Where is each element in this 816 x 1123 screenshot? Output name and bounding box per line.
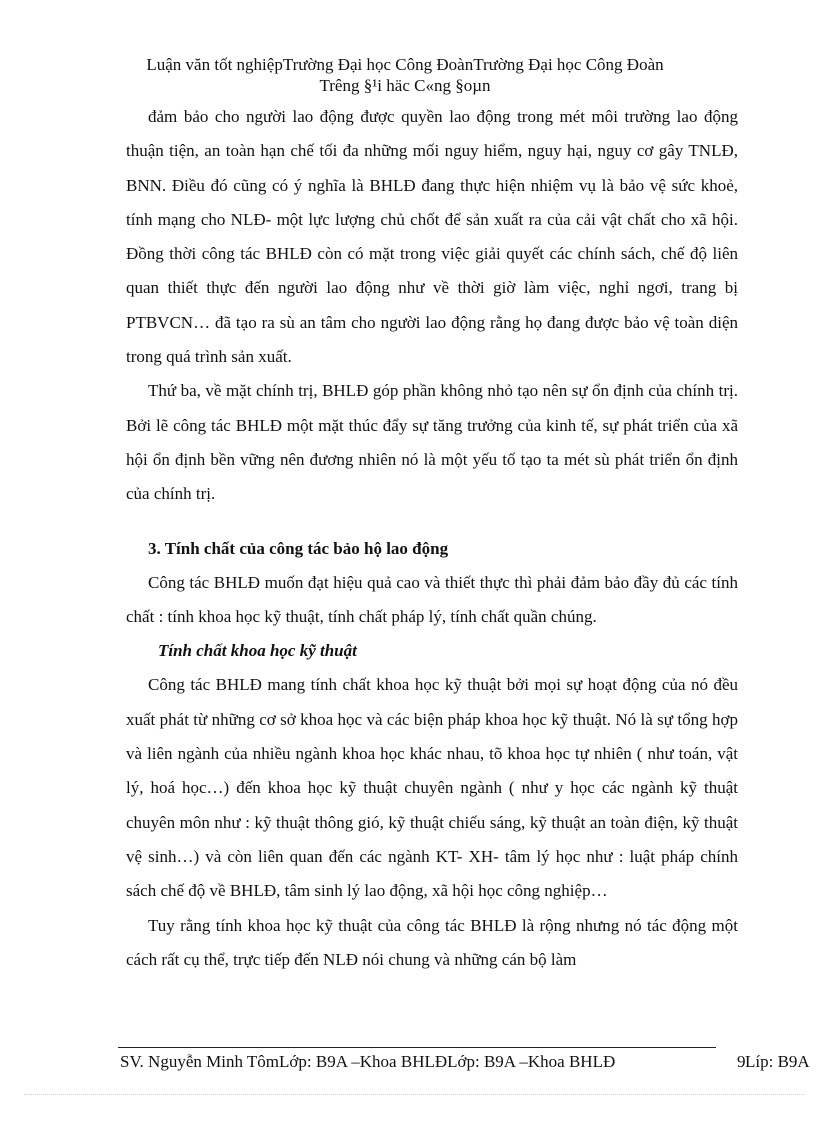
section-heading: 3. Tính chất của công tác bảo hộ lao động xyxy=(148,538,449,558)
page-header xyxy=(100,54,710,96)
footer-right: Líp: B9A xyxy=(745,1052,810,1071)
paragraph: đảm bảo cho người lao động được quyền lao động trong mét môi trường lao động thuận tiện, an toàn hạn chế tối đa những mối nguy hiểm, nguy hại, nguy cơ gây TNLĐ, BNN. Điều đó cũng có ý nghĩa là BHLĐ đang thực hiện nhiệm vụ là bảo vệ sức khoẻ, tính mạng cho NLĐ- một lực lượng chủ chốt để sản xuất ra của cải vật chất cho xã hội. Đồng thời công tác BHLĐ còn có mặt trong việc giải quyết các chính sách, chế độ liên quan thiết thực đến người lao động như về thời giờ làm việc, nghỉ ngơi, trang bị PTBVCN… đã tạo ra sù an tâm cho người lao động rằng họ đang được bảo vệ toàn diện trong quá trình sản xuất. xyxy=(126,107,738,367)
header-line-1: Luận văn tốt nghiệpTrường Đại học Công ĐoànTrường Đại học Công Đoàn xyxy=(146,55,664,74)
subheading: Tính chất khoa học kỹ thuật xyxy=(158,641,357,661)
header-line-2: Trêng §¹i häc C«ng §oµn xyxy=(319,76,491,95)
document-body xyxy=(126,100,738,977)
paragraph: Công tác BHLĐ muốn đạt hiệu quả cao và thiết thực thì phải đảm bảo đầy đủ các tính chất : tính khoa học kỹ thuật, tính chất pháp lý, tính chất quần chúng. xyxy=(126,572,738,627)
paragraph: Công tác BHLĐ mang tính chất khoa học kỹ thuật bởi mọi sự hoạt động của nó đều xuất phát từ những cơ sở khoa học và các biện pháp khoa học kỹ thuật. Nó là sự tổng hợp và liên ngành của nhiều ngành khoa học khác nhau, tõ khoa học tự nhiên ( như toán, vật lý, hoá học…) đến khoa học kỹ thuật chuyên ngành ( như y học các ngành kỹ thuật chuyên môn như : kỹ thuật thông gió, kỹ thuật chiếu sáng, kỹ thuật an toàn điện, kỹ thuật vệ sinh…) và còn liên quan đến các ngành KT- XH- tâm lý học như : luật pháp chính sách chế độ về BHLĐ, tâm sinh lý lao động, xã hội học công nghiệp… xyxy=(126,675,738,901)
paragraph: Tuy rằng tính khoa học kỹ thuật của công tác BHLĐ là rộng nhưng nó tác động một cách rất cụ thể, trực tiếp đến NLĐ nói chung và những cán bộ làm xyxy=(126,915,738,969)
footer-left: SV. Nguyễn Minh TômLớp: B9A –Khoa BHLĐLớp: B9A –Khoa BHLĐ xyxy=(120,1052,616,1071)
paragraph: Thứ ba, về mặt chính trị, BHLĐ góp phần không nhỏ tạo nên sự ổn định của chính trị. Bởi lẽ công tác BHLĐ một mặt thúc đẩy sự tăng trưởng của kinh tế, sự phát triển của xã hội ổn định bền vững nên đương nhiên nó là một yếu tố tạo ta mét sù phát triển ổn định của chính trị. xyxy=(126,381,738,504)
page-number: 9 xyxy=(737,1052,746,1071)
page-bottom-guide xyxy=(24,1094,804,1095)
footer-divider xyxy=(118,1047,716,1048)
